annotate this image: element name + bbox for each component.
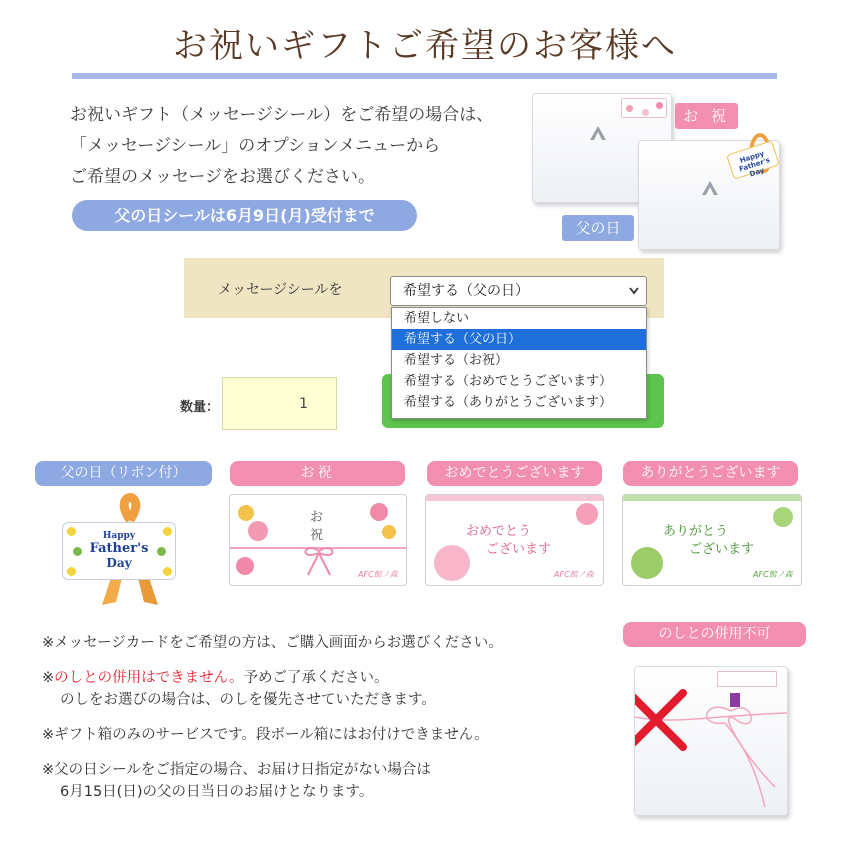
notes-section: [42, 632, 602, 816]
sample-card-omedetou: [425, 494, 604, 586]
intro-text: [70, 100, 540, 193]
sample-label-arigatou: ありがとうございます: [623, 461, 798, 486]
sample-label-fathers-day: 父の日（リボン付）: [35, 461, 212, 486]
tag-fathers-day: 父の日: [562, 215, 634, 241]
page-title: お祝いギフトご希望のお客様へ: [173, 26, 677, 66]
noshi-not-combinable-label: のしとの併用不可: [623, 622, 806, 647]
omedetou-text-2: ございます: [486, 542, 552, 557]
fathers-day-sticker-mini: Happy Father's Day: [726, 140, 780, 180]
yellow-flower-icon: [73, 547, 82, 556]
yellow-flower-icon: [157, 547, 166, 556]
pink-band: [426, 495, 604, 501]
blossom-icon: [370, 503, 388, 521]
fathers-day-sticker: [62, 522, 176, 580]
blossom-icon: [382, 525, 396, 539]
brand-mark: AFC館ノ森: [753, 570, 793, 579]
iwai-text-1: お: [310, 510, 324, 525]
yellow-flower-icon: [67, 567, 76, 576]
brand-logo-icon: [702, 181, 718, 195]
blossom-icon: [238, 505, 254, 521]
fathers-day-line-3: Day: [106, 556, 132, 570]
intro-line: ご希望のメッセージをお選びください。: [70, 167, 375, 187]
close-icon: [634, 685, 691, 755]
blossom-icon: [248, 521, 268, 541]
dropdown-option-none[interactable]: 希望しない: [404, 311, 470, 326]
sample-card-iwai: [229, 494, 407, 586]
note-noshi-warning: のしとの併用はできません。: [54, 670, 244, 686]
note-noshi-line2: のしをお選びの場合は、のしを優先させていただきます。: [60, 692, 436, 708]
fathers-day-deadline-badge: 父の日シールは6月9日(月)受付まで: [72, 200, 417, 231]
clover-icon: [631, 547, 663, 579]
brand-logo-icon: [590, 126, 606, 140]
green-band: [623, 495, 802, 501]
arigatou-text-2: ございます: [689, 542, 755, 557]
brand-mark: AFC館ノ森: [554, 570, 594, 579]
fathers-day-line-2: Father's: [89, 541, 149, 556]
clover-icon: [773, 507, 793, 527]
blossom-icon: [576, 503, 598, 525]
dropdown-option-fathers-day[interactable]: 希望する（父の日）: [392, 329, 646, 350]
quantity-input[interactable]: 1: [222, 377, 337, 430]
option-label: メッセージシールを: [218, 282, 343, 298]
dropdown-option-omedetou[interactable]: 希望する（おめでとうございます）: [404, 374, 613, 389]
iwai-sticker-mini: [621, 98, 667, 118]
gift-box-with-noshi-photo: [634, 666, 788, 816]
iwai-text-2: 祝: [310, 528, 324, 543]
dropdown-option-arigatou[interactable]: 希望する（ありがとうございます）: [404, 395, 613, 410]
blossom-icon: [236, 557, 254, 575]
message-sticker-select[interactable]: [390, 276, 647, 306]
intro-line: お祝いギフト（メッセージシール）をご希望の場合は、: [70, 105, 494, 125]
blossom-icon: [434, 545, 470, 581]
pink-bow-icon: [296, 543, 342, 577]
quantity-label: 数量：: [180, 400, 220, 415]
sample-label-iwai: お祝: [230, 461, 405, 486]
note-noshi: [42, 667, 602, 711]
brand-mark: AFC館ノ森: [358, 570, 398, 579]
note-noshi-rest: 予めご了承ください。: [243, 670, 389, 686]
note-delivery-line1: ※父の日シールをご指定の場合、お届け日指定がない場合は: [42, 762, 431, 778]
yellow-flower-icon: [163, 567, 172, 576]
sample-label-omedetou: おめでとうございます: [427, 461, 602, 486]
note-delivery-line2: 6月15日(日)の父の日当日のお届けとなります。: [60, 784, 374, 800]
yellow-flower-icon: [163, 527, 172, 536]
message-sticker-dropdown[interactable]: [391, 307, 647, 419]
yellow-flower-icon: [67, 527, 76, 536]
fathers-day-line-1: Happy: [102, 531, 136, 541]
note-prefix: ※: [42, 670, 55, 686]
note-message-card: ※メッセージカードをご希望の方は、ご購入画面からお選びください。: [42, 635, 503, 651]
sample-card-arigatou: [622, 494, 802, 586]
gift-box-photo-fathers-day: [638, 140, 780, 250]
title-underline: [72, 73, 777, 79]
tag-iwai: お 祝: [675, 103, 738, 129]
intro-line: 「メッセージシール」のオプションメニューから: [70, 136, 441, 156]
note-gift-box-only: ※ギフト箱のみのサービスです。段ボール箱にはお付けできません。: [42, 727, 489, 743]
arigatou-text-1: ありがとう: [663, 524, 729, 539]
dropdown-option-iwai[interactable]: 希望する（お祝）: [404, 353, 509, 368]
select-value: 希望する（父の日）: [403, 283, 529, 299]
omedetou-text-1: おめでとう: [466, 524, 532, 539]
note-delivery: [42, 759, 602, 803]
chevron-down-icon: [628, 279, 640, 303]
